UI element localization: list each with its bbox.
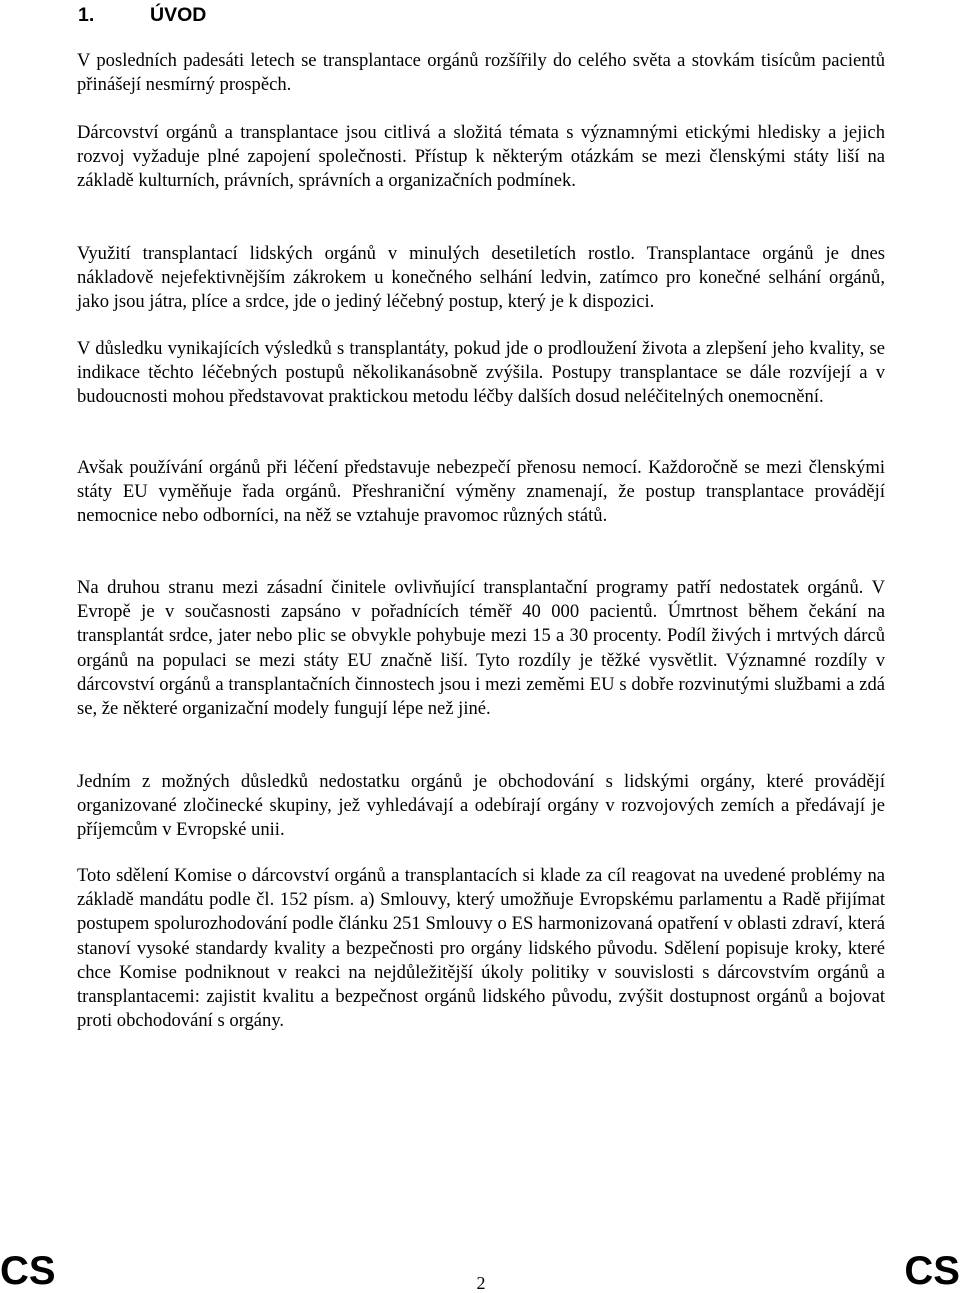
paragraph-4: V důsledku vynikajících výsledků s transplantáty, pokud jde o prodloužení života a zlepšení jeho kvality, se indikace těchto léčebných postupů několikanásobně zvýšila. Postupy transplantace se dále rozvíjejí a v budoucnosti mohou představovat praktickou metodu léčby dalších dosud neléčitelných onemocnění. xyxy=(77,338,885,408)
footer-language-left: CS xyxy=(0,1249,56,1293)
section-title: ÚVOD xyxy=(150,4,207,26)
paragraph-3: Využití transplantací lidských orgánů v minulých desetiletích rostlo. Transplantace orgánů je dnes nákladově nejefektivnějším zákrokem u konečného selhání ledvin, zatímco pro konečné selhání orgánů, jako jsou játra, plíce a srdce, jde o jediný léčebný postup, který je k dispozici. xyxy=(77,243,885,313)
section-heading xyxy=(78,2,206,28)
footer-language-right: CS xyxy=(904,1249,960,1293)
section-number: 1. xyxy=(78,4,95,26)
paragraph-7: Jedním z možných důsledků nedostatku orgánů je obchodování s lidskými orgány, které provádějí organizované zločinecké skupiny, jež vyhledávají a odebírají orgány v rozvojových zemích a předávají je příjemcům v Evropské unii. xyxy=(77,771,885,841)
page-number: 2 xyxy=(476,1273,486,1293)
paragraph-5: Avšak používání orgánů při léčení představuje nebezpečí přenosu nemocí. Každoročně se mezi členskými státy EU vyměňuje řada orgánů. Přeshraniční výměny znamenají, že postup transplantace provádějí nemocnice nebo odborníci, na něž se vztahuje pravomoc různých států. xyxy=(77,457,885,527)
paragraph-1: V posledních padesáti letech se transplantace orgánů rozšířily do celého světa a stovkám tisícům pacientů přinášejí nesmírný prospěch. xyxy=(77,50,885,96)
paragraph-6: Na druhou stranu mezi zásadní činitele ovlivňující transplantační programy patří nedostatek orgánů. V Evropě je v současnosti zapsáno v pořadnících téměř 40 000 pacientů. Úmrtnost během čekání na transplantát srdce, jater nebo plic se obvykle pohybuje mezi 15 a 30 procenty. Podíl živých i mrtvých dárců orgánů na populaci se mezi státy EU značně liší. Tyto rozdíly je těžké vysvětlit. Významné rozdíly v dárcovství orgánů a transplantačních činnostech jsou i mezi zeměmi EU s dobře rozvinutými službami a zdá se, že některé organizační modely fungují lépe než jiné. xyxy=(77,577,885,720)
paragraph-2: Dárcovství orgánů a transplantace jsou citlivá a složitá témata s významnými etickými hledisky a jejich rozvoj vyžaduje plné zapojení společnosti. Přístup k některým otázkám se mezi členskými státy liší na základě kulturních, právních, správních a organizačních podmínek. xyxy=(77,122,885,192)
paragraph-8: Toto sdělení Komise o dárcovství orgánů a transplantacích si klade za cíl reagovat na uvedené problémy na základě mandátu podle čl. 152 písm. a) Smlouvy, který umožňuje Evropskému parlamentu a Radě přijímat postupem spolurozhodování podle článku 251 Smlouvy o ES harmonizovaná opatření v oblasti zdraví, která stanoví vysoké standardy kvality a bezpečnosti pro orgány lidského původu. Sdělení popisuje kroky, které chce Komise podniknout v reakci na nejdůležitější úkoly politiky v souvislosti s dárcovstvím orgánů a transplantacemi: zajistit kvalitu a bezpečnost orgánů lidského původu, zvýšit dostupnost orgánů a bojovat proti obchodování s orgány. xyxy=(77,865,885,1032)
